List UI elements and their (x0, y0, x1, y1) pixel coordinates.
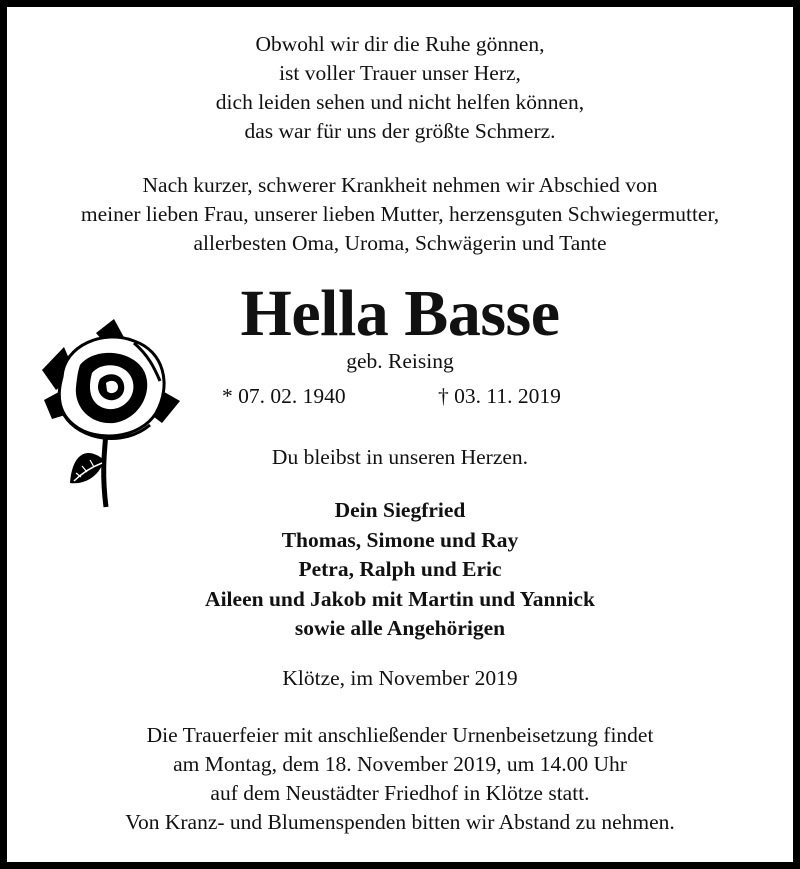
poem-line: ist voller Trauer unser Herz, (279, 61, 521, 85)
intro-text (0, 171, 800, 258)
motto-text: Du bleibst in unseren Herzen. (271, 445, 529, 469)
maiden-name-text: geb. Reising (346, 349, 454, 373)
poem-line: Obwohl wir dir die Ruhe gönnen, (255, 32, 545, 56)
poem-line: das war für uns der größte Schmerz. (244, 119, 556, 143)
funeral-notice (0, 721, 800, 837)
intro-line: allerbesten Oma, Uroma, Schwägerin und Tante (193, 231, 607, 255)
rose-icon (34, 315, 184, 515)
poem-line: dich leiden sehen und nicht helfen können, (215, 90, 585, 114)
notice-line: am Montag, dem 18. November 2019, um 14.00 Uhr (173, 752, 627, 776)
mourner-line: Dein Siegfried (334, 498, 466, 522)
deceased-name: Hella Basse (240, 277, 560, 350)
death-date: † 03. 11. 2019 (438, 384, 561, 408)
mourner-line: sowie alle Angehörigen (294, 616, 506, 640)
intro-line: meiner lieben Frau, unserer lieben Mutter, herzensguten Schwiegermutter, (80, 202, 720, 226)
notice-line: Die Trauerfeier mit anschließender Urnenbeisetzung findet (146, 723, 654, 747)
mourner-line: Aileen und Jakob mit Martin und Yannick (205, 586, 595, 611)
birth-date: * 07. 02. 1940 (222, 384, 346, 408)
mourner-line: Petra, Ralph und Eric (298, 557, 502, 581)
poem (0, 30, 800, 146)
notice-line: auf dem Neustädter Friedhof in Klötze statt. (210, 781, 590, 805)
intro-line: Nach kurzer, schwerer Krankheit nehmen wir Abschied von (142, 173, 658, 197)
mourner-line: Thomas, Simone und Ray (281, 527, 519, 552)
place-date-text: Klötze, im November 2019 (282, 666, 518, 690)
notice-line: Von Kranz- und Blumenspenden bitten wir Abstand zu nehmen. (125, 810, 675, 834)
mourners-list (0, 496, 800, 644)
place-date (0, 664, 800, 693)
